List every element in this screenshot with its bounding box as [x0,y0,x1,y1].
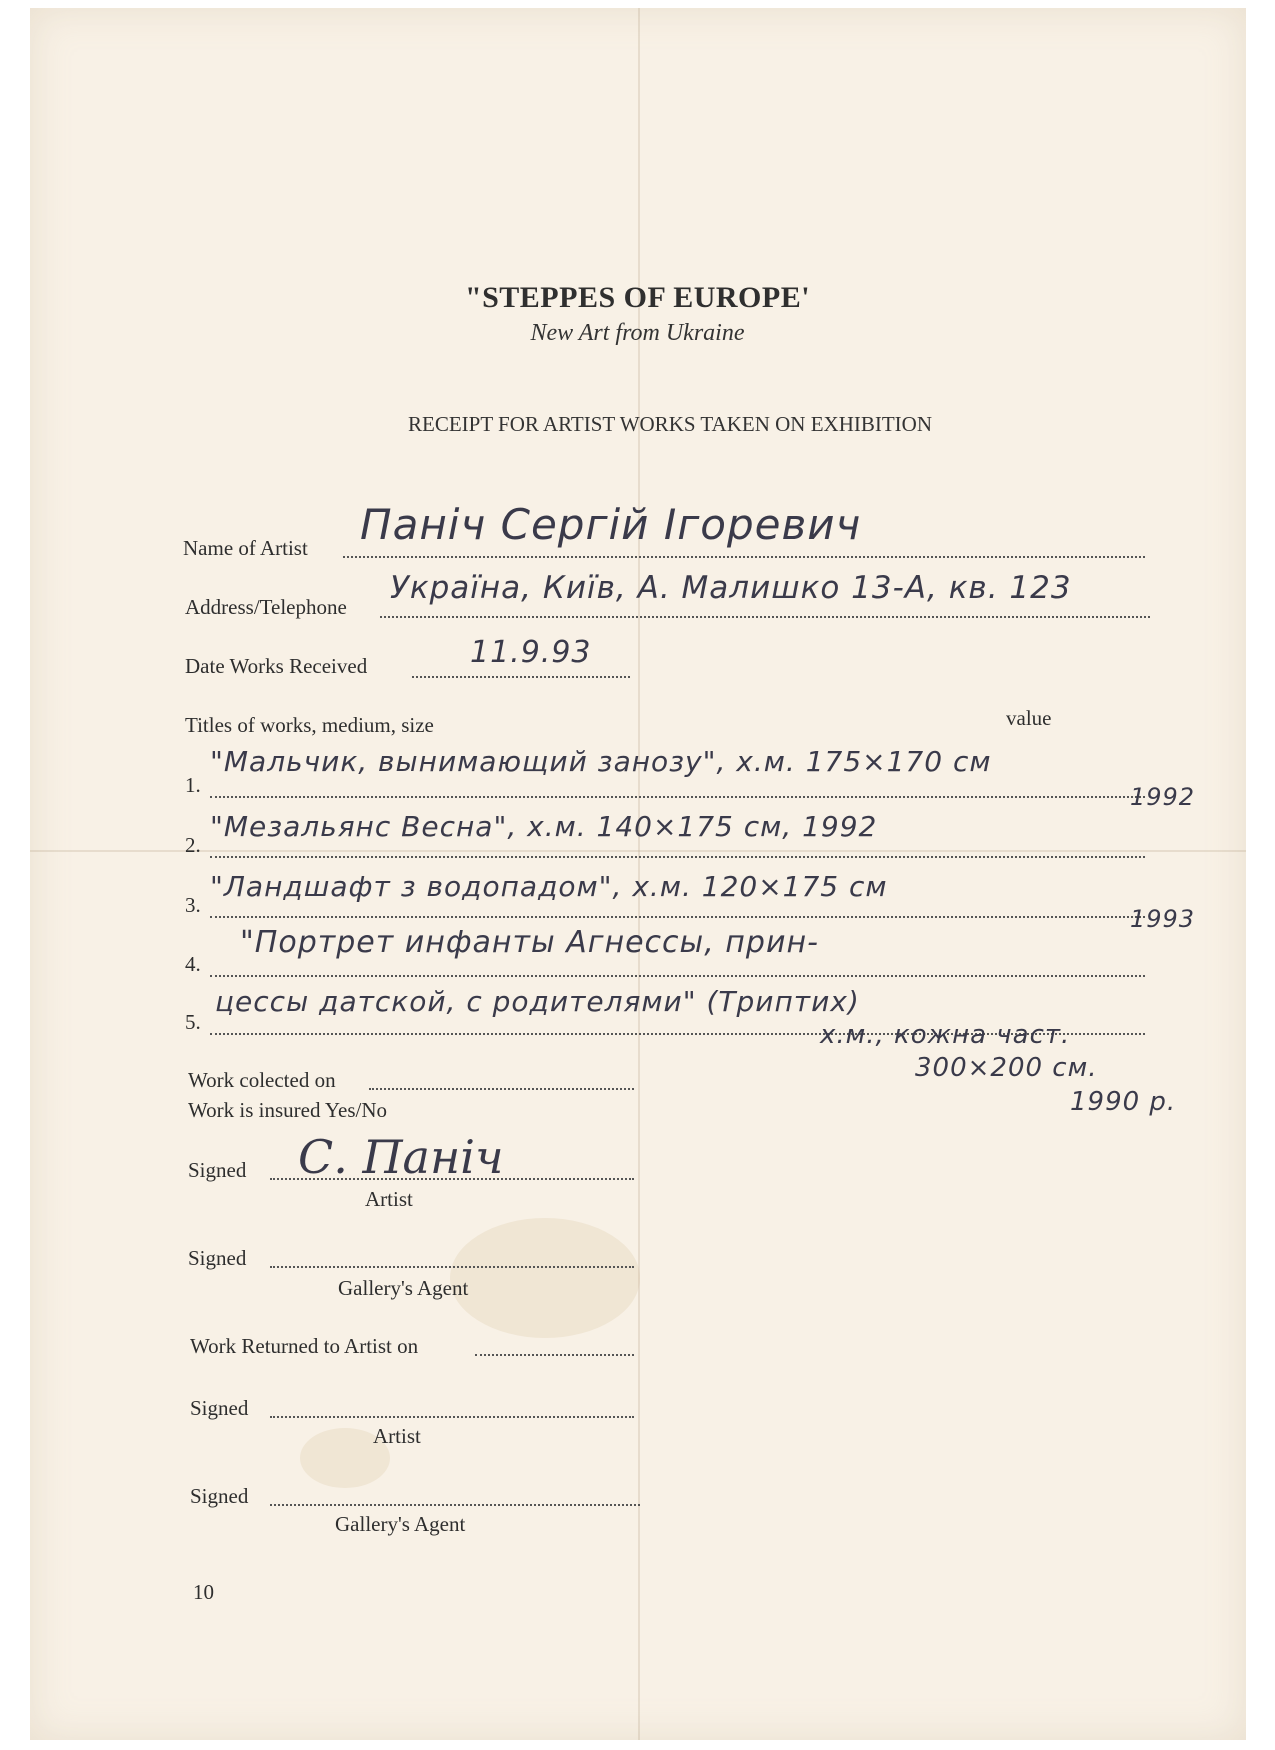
work-number: 1. [185,773,201,797]
date-label: Date Works Received [185,654,368,678]
document-subtitle: New Art from Ukraine [530,320,745,346]
fold-line-horizontal [30,850,1246,852]
collected-dotted-line [369,1088,634,1090]
work-year-handwritten: 1993 [1130,905,1196,933]
receipt-heading: RECEIPT FOR ARTIST WORKS TAKEN ON EXHIBITION [407,412,933,436]
name-label: Name of Artist [183,536,308,560]
work-medium-handwritten: х.м., кожна част. [820,1020,1071,1050]
work-title-handwritten: "Ландшафт з водопадом", х.м. 120×175 см [210,870,888,903]
work-title-handwritten: "Портрет инфанты Агнессы, прин- [240,925,819,960]
signed-return-artist-dotted-line [270,1416,634,1418]
document-title: "STEPPES OF EUROPE' [464,281,811,314]
work-year-handwritten: 1990 р. [1070,1087,1177,1117]
work-title-handwritten: цессы датской, с родителями" (Триптих) [215,985,860,1018]
work-number: 4. [185,952,201,976]
work-title-handwritten: "Мезальянс Весна", х.м. 140×175 см, 1992 [210,810,878,843]
work-dotted-line [210,796,1145,798]
signed-return-agent-dotted-line [270,1504,640,1506]
work-dotted-line [210,856,1145,858]
signed-label: Signed [188,1246,247,1270]
agent-caption: Gallery's Agent [338,1276,469,1300]
address-dotted-line [380,616,1150,618]
address-handwritten: Україна, Київ, А. Малишко 13-А, кв. 123 [390,570,1072,606]
signed-label: Signed [190,1396,249,1420]
address-label: Address/Telephone [185,595,347,619]
work-dotted-line [210,975,1145,977]
artist-caption: Artist [365,1187,413,1211]
page-number: 10 [193,1580,214,1604]
signed-label: Signed [188,1158,247,1182]
work-number: 2. [185,833,201,857]
work-year-handwritten: 1992 [1130,783,1196,811]
artist-signature: С. Паніч [298,1130,504,1184]
collected-label: Work colected on [188,1068,336,1092]
agent-caption: Gallery's Agent [335,1512,466,1536]
artist-caption: Artist [373,1424,421,1448]
signed-label: Signed [190,1484,249,1508]
work-dotted-line [210,916,1145,918]
titles-label: Titles of works, medium, size [185,713,434,737]
returned-label: Work Returned to Artist on [190,1334,419,1358]
returned-dotted-line [475,1354,634,1356]
value-label: value [1006,706,1052,730]
insured-label: Work is insured Yes/No [188,1098,387,1122]
work-title-handwritten: "Мальчик, вынимающий занозу", х.м. 175×170 см [210,745,992,778]
work-number: 3. [185,893,201,917]
name-dotted-line [343,556,1145,558]
signed-agent-dotted-line [270,1266,634,1268]
work-size-handwritten: 300×200 см. [915,1053,1098,1083]
date-handwritten: 11.9.93 [470,635,592,670]
date-dotted-line [412,676,630,678]
paper-stain [450,1218,640,1338]
work-number: 5. [185,1010,201,1034]
artist-name-handwritten: Паніч Сергій Ігоревич [360,500,862,549]
